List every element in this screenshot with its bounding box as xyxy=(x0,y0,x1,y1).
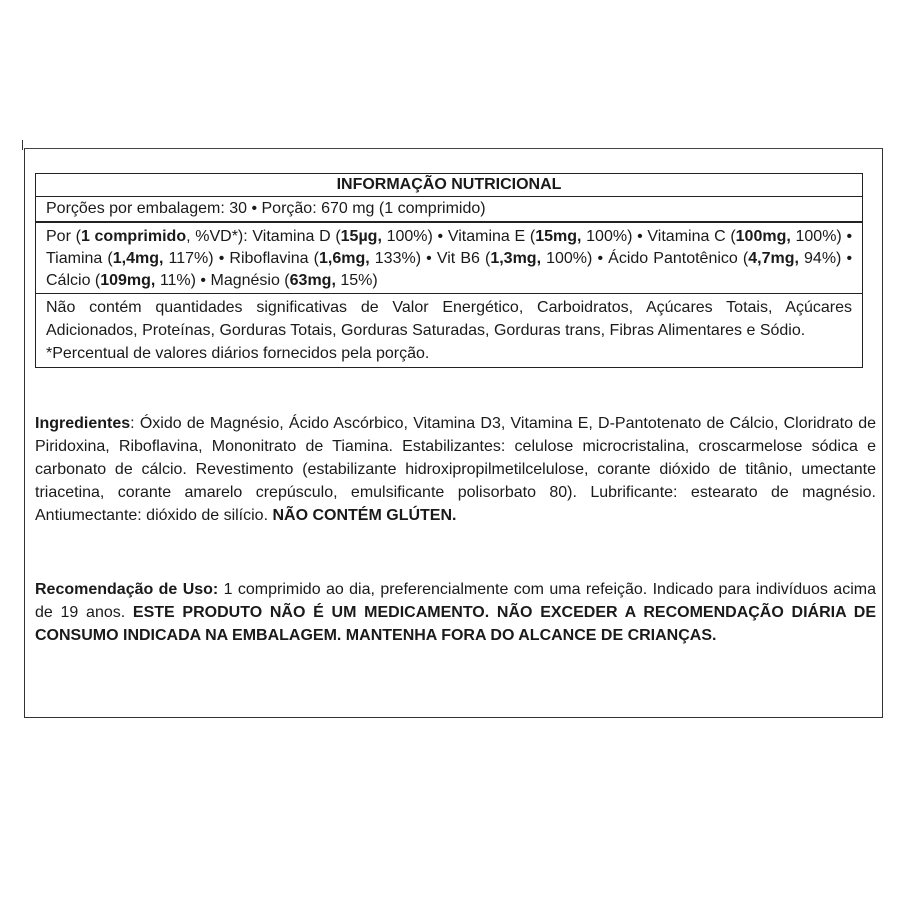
bullet-separator: • xyxy=(592,250,609,267)
nutrient-percent: 100%) xyxy=(790,228,842,245)
nutrient-item xyxy=(210,272,377,289)
nutrient-name: Vitamina D ( xyxy=(252,228,341,245)
nutrient-item xyxy=(252,228,432,245)
nutrient-amount: 4,7mg, xyxy=(748,250,799,267)
nutrient-name: Tiamina ( xyxy=(46,250,113,267)
nutrient-item xyxy=(448,228,633,245)
bullet-separator: • xyxy=(841,228,853,245)
nutrient-amount: 1,4mg, xyxy=(112,250,164,267)
per-prefix: Por ( xyxy=(46,228,81,245)
bullet-separator: • xyxy=(841,250,853,267)
nutrient-percent: 94%) xyxy=(798,250,842,267)
nutrient-amount: 63mg, xyxy=(289,272,336,289)
recommendation-text: 1 comprimido ao dia, preferencialmente com uma refeição. Indicado para indivíduos acima de 19 anos. xyxy=(35,581,876,621)
nutrient-name: Vitamina C ( xyxy=(647,228,736,245)
recommendation-section xyxy=(35,578,876,647)
nutrient-percent: 100%) xyxy=(541,250,593,267)
nutrient-name: Riboflavina ( xyxy=(229,250,319,267)
footnote-text: *Percentual de valores diários fornecidos pela porção. xyxy=(46,345,430,362)
nutrient-amount: 1,3mg, xyxy=(490,250,542,267)
bullet-separator: • xyxy=(632,228,648,245)
nutrition-table xyxy=(35,173,863,368)
bullet-separator: • xyxy=(421,250,437,267)
info-row xyxy=(36,294,862,367)
nutrient-amount: 100mg, xyxy=(735,228,791,245)
nutrient-percent: 11%) xyxy=(155,272,196,289)
gluten-warning: NÃO CONTÉM GLÚTEN. xyxy=(272,507,457,524)
nutrient-name: Ácido Pantotênico ( xyxy=(608,250,749,267)
nutrient-item xyxy=(46,250,214,267)
nutrient-amount: 15mg, xyxy=(535,228,582,245)
nutrient-name: Magnésio ( xyxy=(210,272,290,289)
bullet-separator: • xyxy=(432,228,448,245)
nutrient-percent: 100%) xyxy=(581,228,633,245)
nutrient-amount: 109mg, xyxy=(100,272,156,289)
no-significant-text: Não contém quantidades significativas de Valor Energético, Carboidratos, Açúcares Totais, Açúcares Adicionados, Proteínas, Gorduras Totais, Gorduras Saturadas, Gorduras trans, Fibras Alimentares e Sódio. xyxy=(46,299,852,339)
nutrient-name: Vitamina E ( xyxy=(447,228,536,245)
ingredients-text: : Óxido de Magnésio, Ácido Ascórbico, Vitamina D3, Vitamina E, D-Pantotenato de Cálcio, Cloridrato de Piridoxina, Riboflavina, Mononitrato de Tiamina. Estabilizantes: celulose microcristalina, croscarmelose sódica e carbonato de cálcio. Revestimento (estabilizante hidroxipropilmetilcelulose, corante dióxido de titânio, umectante triacetina, corante amarelo crepúsculo, emulsificante polisorbato 80). Lubrificante: estearato de magnésio. Antiumectante: dióxido de silício. xyxy=(35,415,876,524)
nutrient-amount: 1,6mg, xyxy=(319,250,370,267)
nutrient-item xyxy=(437,250,593,267)
nutrient-item xyxy=(647,228,841,245)
nutrient-name: Cálcio ( xyxy=(46,272,101,289)
ingredients-label: Ingredientes xyxy=(35,415,131,432)
nutrient-item xyxy=(46,272,196,289)
nutrient-percent: 117%) xyxy=(163,250,214,267)
nutrient-amount: 15µg, xyxy=(340,228,382,245)
recommendation-label: Recomendação de Uso: xyxy=(35,581,219,598)
per-unit: 1 comprimido xyxy=(80,228,187,245)
corner-tick xyxy=(22,140,23,150)
nutrient-percent: 100%) xyxy=(381,228,433,245)
table-title: INFORMAÇÃO NUTRICIONAL xyxy=(36,174,862,197)
ingredients-section xyxy=(35,412,876,527)
nutrient-name: Vit B6 ( xyxy=(436,250,491,267)
servings-row: Porções por embalagem: 30 • Porção: 670 mg (1 comprimido) xyxy=(36,197,862,223)
nutrient-percent: 133%) xyxy=(369,250,422,267)
medication-warning: ESTE PRODUTO NÃO É UM MEDICAMENTO. NÃO EXCEDER A RECOMENDAÇÃO DIÁRIA DE CONSUMO INDICADA NA EMBALAGEM. MANTENHA FORA DO ALCANCE DE CRIANÇAS. xyxy=(35,604,876,644)
bullet-separator: • xyxy=(195,272,211,289)
nutrient-item xyxy=(229,250,421,267)
per-suffix: , %VD*): xyxy=(186,228,253,245)
nutrient-item xyxy=(608,250,841,267)
bullet-separator: • xyxy=(213,250,230,267)
nutrients-row xyxy=(36,223,862,294)
nutrient-percent: 15%) xyxy=(335,272,378,289)
